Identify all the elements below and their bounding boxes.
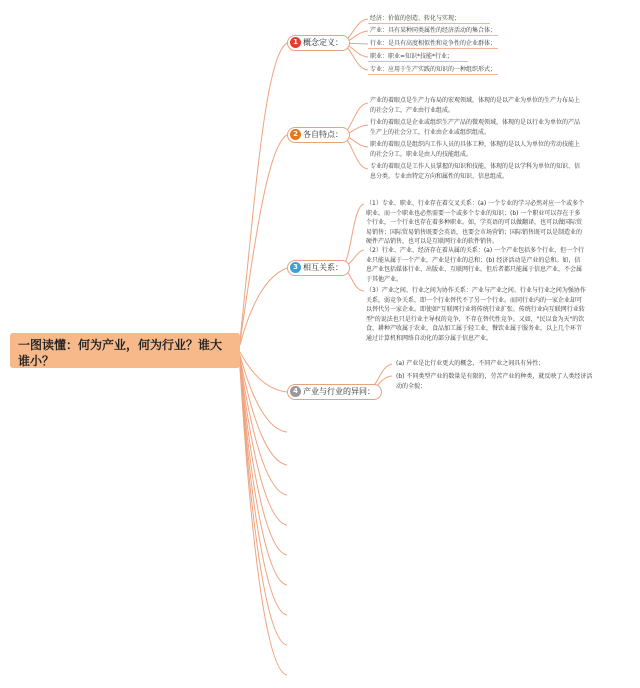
connector-empty-branch: [240, 367, 287, 645]
number-badge: 2: [290, 129, 301, 140]
topic-label: 相互关系：: [303, 263, 343, 272]
leaf-item: 产业：具有某种同类属性的经济活动的集合体；: [370, 27, 497, 34]
root-node[interactable]: [10, 333, 240, 368]
paragraph-item: 行业的着眼点是企业或组织生产产品的微观领域，体现的是以行业为单位的产品生产上的社会分工，行业由企业或组织组成。: [370, 119, 581, 136]
connector-root-topic2: [240, 135, 287, 342]
paragraph-item: （1）专业、职业、行业存在着交叉关系：(a) 一个专业的学习必然对应一个或多个职业，而一个职业也必然需要一个或多个专业的知识；(b) 一个职业可以存在于多个行业，一个行业也存在着多种职业。如，学英语的可以做翻译，也可以做国际贸易销售；国际贸易销售既要会英语，也要会市场营销；国际销售既可以是制造业的硬件产品销售，也可以是互联网行业的软件销售。: [366, 200, 585, 245]
topic-label: 产业与行业的异同：: [303, 387, 375, 396]
paragraph-item: 职业的着眼点是组织内工作人员的具体工种，体现的是以人为单位的劳动技能上的社会分工，职业是由人的技能组成。: [370, 141, 581, 158]
topic-similarities-differences[interactable]: [287, 384, 382, 400]
connector-root-topic3: [240, 268, 287, 345]
topic-label: 概念定义：: [303, 38, 343, 47]
leaf-item: 行业：是具有高度相似性和竞争性的企业群体；: [370, 40, 497, 47]
leaf-item: 职业：职业=知识*技能*行业；: [370, 53, 454, 60]
number-badge: 4: [290, 386, 301, 397]
number-badge: 1: [290, 37, 301, 48]
paragraph-item: (a) 产业是比行业更大的概念，不同产业之间具有异性；: [396, 360, 545, 367]
paragraph-item: （3）产业之间、行业之间为协作关系：产业与产业之间、行业与行业之间为强协作关系，弱竞争关系，即一个行业替代不了另一个行业。而同行业内的一家企业却可以替代另一家企业。即使如"互联网行业将传统行业扩张、传统行业向互联网行业转型"的说法也只是行业主导权的竞争，不存在替代性竞争。又如，"民以食为天"的饮食，耕种产收属于农业，食品加工属于轻工业，餐饮业属于服务业，以上几个环节通过计算机和网络自动化的部分属于信息产业。: [366, 287, 586, 342]
paragraph-item: (b) 不同类型产业的数量是有限的，劳苦产业的种类，就反映了人类经济活动的全貌；: [396, 373, 593, 390]
leaf-item: 专业：应用于生产实践的知识的一种组织形式；: [370, 66, 497, 73]
topic-relationships[interactable]: [287, 260, 350, 276]
number-badge: 3: [290, 262, 301, 273]
paragraph-item: （2）行业、产业、经济存在着从属的关系：(a) 一个产业包括多个行业，但一个行业只能从属于一个产业，产业是行业的总和；(b) 经济活动是产业的总和。如，信息产业包括媒体行业、出版业、互联网行业，但后者都只能属于信息产业，不会属于其他产业。: [366, 247, 585, 283]
leaf-item: 经济：价值的创造、转化与实现；: [370, 15, 461, 22]
paragraph-item: 专业的着眼点是工作人员掌握的知识和技能，体现的是以学科为单位的知识、信息分类，专业由特定方向和属性的知识、信息组成。: [370, 163, 581, 180]
topic-concept-definition[interactable]: [287, 35, 350, 51]
paragraph-item: 产业的着眼点是生产力布局的宏观领域，体现的是以产业为单位的生产力布局上的社会分工，产业由行业组成。: [370, 97, 581, 114]
topic-characteristics[interactable]: [287, 127, 350, 143]
topic-label: 各自特点：: [303, 130, 343, 139]
root-title: 一图读懂：何为产业，何为行业？谁大谁小？: [18, 338, 223, 368]
connector-empty-branch: [240, 365, 287, 585]
connector-root-topic4: [240, 352, 287, 392]
